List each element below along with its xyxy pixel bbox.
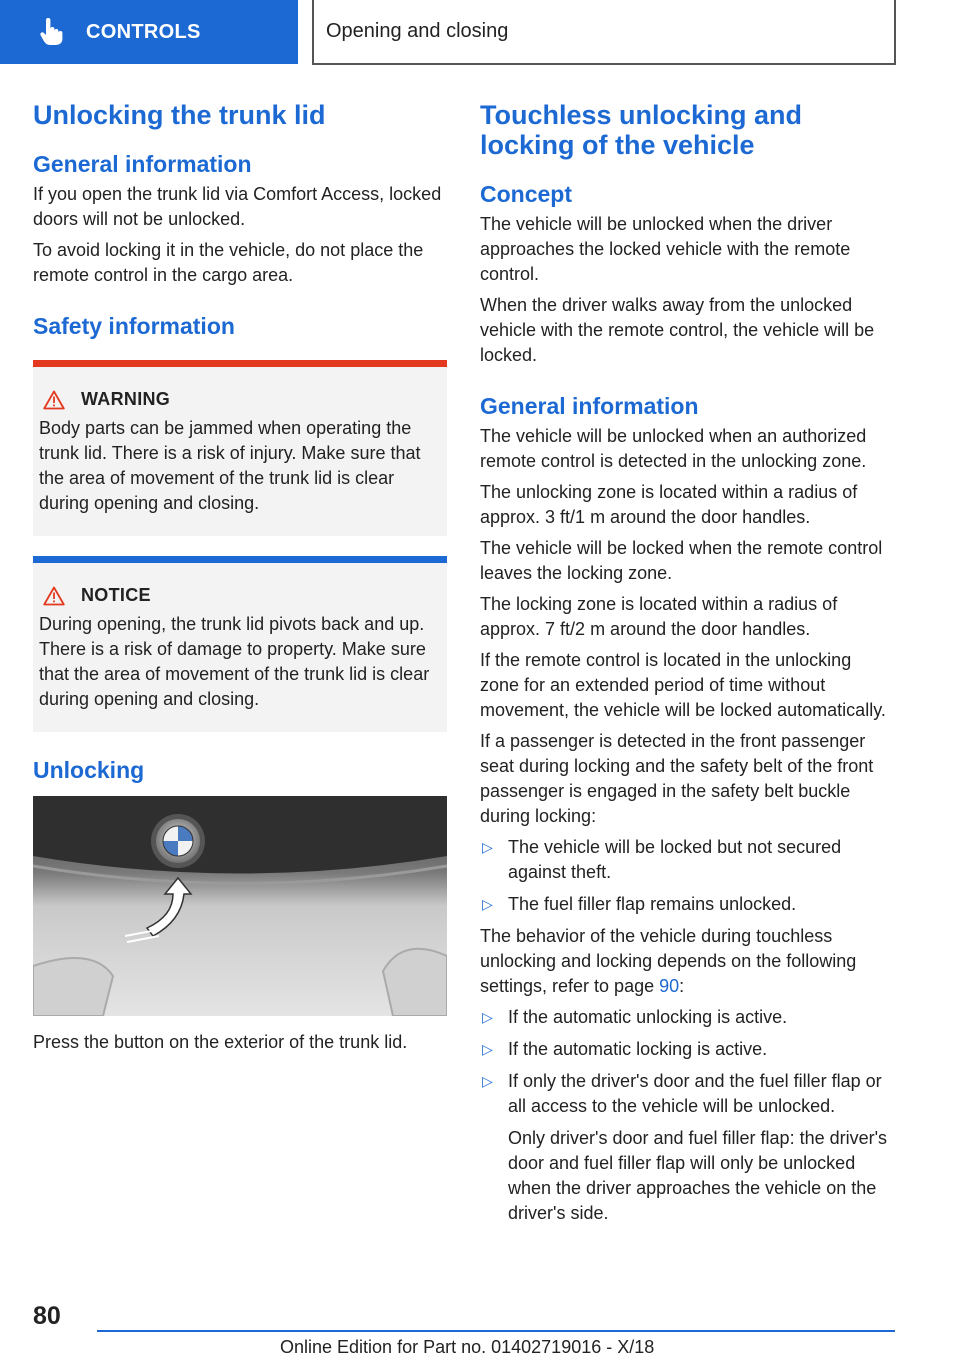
paragraph: To avoid locking it in the vehicle, do not place the remote control in the cargo area.	[33, 240, 424, 285]
warning-triangle-icon	[43, 390, 65, 410]
subheading-general: General information	[480, 393, 699, 419]
triangle-bullet-icon: ▷	[482, 896, 493, 912]
warning-label: WARNING	[81, 389, 171, 409]
footer-rule	[97, 1330, 895, 1332]
section-label: CONTROLS	[86, 20, 201, 43]
warning-box	[33, 360, 447, 536]
notice-box	[33, 556, 447, 732]
page-number: 80	[33, 1302, 61, 1330]
page-link[interactable]: 90	[659, 976, 680, 996]
triangle-bullet-icon: ▷	[482, 1009, 493, 1025]
paragraph: If a passenger is detected in the front passenger seat during locking and the safety belt of the front passenger is engaged in the safety belt buckle during locking:	[480, 731, 874, 826]
paragraph: The vehicle will be unlocked when an authorized remote control is detected in the unlocking zone.	[480, 426, 867, 471]
warning-text: Body parts can be jammed when operating the trunk lid. There is a risk of injury. Make sure that the area of movement of the trunk lid is clear during opening and closing.	[39, 418, 421, 513]
paragraph: The vehicle will be locked when the remote control leaves the locking zone.	[480, 538, 883, 583]
triangle-bullet-icon: ▷	[482, 839, 493, 855]
list-item: ▷ If only the driver's door and the fuel filler flap or all access to the vehicle will be unlocked.	[482, 1071, 882, 1116]
subheading-concept: Concept	[480, 181, 572, 207]
indented-paragraph: Only driver's door and fuel filler flap: the driver's door and fuel filler flap will only be unlocked when the driver approaches the vehicle on the driver's side.	[508, 1128, 888, 1223]
chapter-header	[312, 0, 896, 65]
paragraph: The vehicle will be unlocked when the driver approaches the locked vehicle with the remote control.	[480, 214, 851, 284]
list-item: ▷ If the automatic locking is active.	[480, 1037, 895, 1062]
subheading-safety: Safety information	[33, 313, 235, 339]
subheading-unlocking: Unlocking	[33, 757, 145, 783]
paragraph: The behavior of the vehicle during touchless unlocking and locking depends on the following settings, refer to page 90:	[480, 926, 857, 996]
section-heading: Unlocking the trunk lid	[33, 100, 326, 130]
paragraph: When the driver walks away from the unlocked vehicle with the remote control, the vehicle will be locked.	[480, 295, 875, 365]
section-tab[interactable]	[0, 0, 298, 64]
triangle-bullet-icon: ▷	[482, 1041, 493, 1057]
list-item: ▷ If the automatic unlocking is active.	[480, 1005, 895, 1030]
notice-label: NOTICE	[81, 585, 151, 605]
left-column	[33, 100, 447, 1061]
figure-caption: Press the button on the exterior of the trunk lid.	[33, 1032, 408, 1052]
bullet-list	[480, 1005, 895, 1119]
list-item: ▷ The fuel filler flap remains unlocked.	[480, 892, 895, 917]
paragraph: If the remote control is located in the unlocking zone for an extended period of time without movement, the vehicle will be locked automatically.	[480, 650, 886, 720]
trunk-button-illustration	[33, 796, 447, 1016]
subheading-general: General information	[33, 151, 252, 177]
footer-edition: Online Edition for Part no. 01402719016 - X/18	[280, 1337, 655, 1357]
hand-pointer-icon	[40, 18, 64, 46]
bullet-list	[480, 835, 895, 917]
paragraph: The locking zone is located within a radius of approx. 7 ft/2 m around the door handles.	[480, 594, 838, 639]
warning-triangle-icon	[43, 586, 65, 606]
section-heading: Touchless unlocking and locking of the vehicle	[480, 100, 803, 160]
notice-text: During opening, the trunk lid pivots back and up. There is a risk of damage to property. Make sure that the area of movement of the trunk lid is clear during opening and closing.	[39, 614, 430, 709]
paragraph: The unlocking zone is located within a radius of approx. 3 ft/1 m around the door handles.	[480, 482, 858, 527]
chapter-title: Opening and closing	[326, 20, 509, 42]
paragraph: If you open the trunk lid via Comfort Access, locked doors will not be unlocked.	[33, 184, 442, 229]
right-column	[480, 100, 895, 1232]
triangle-bullet-icon: ▷	[482, 1073, 493, 1089]
list-item: ▷ The vehicle will be locked but not secured against theft.	[482, 837, 842, 882]
